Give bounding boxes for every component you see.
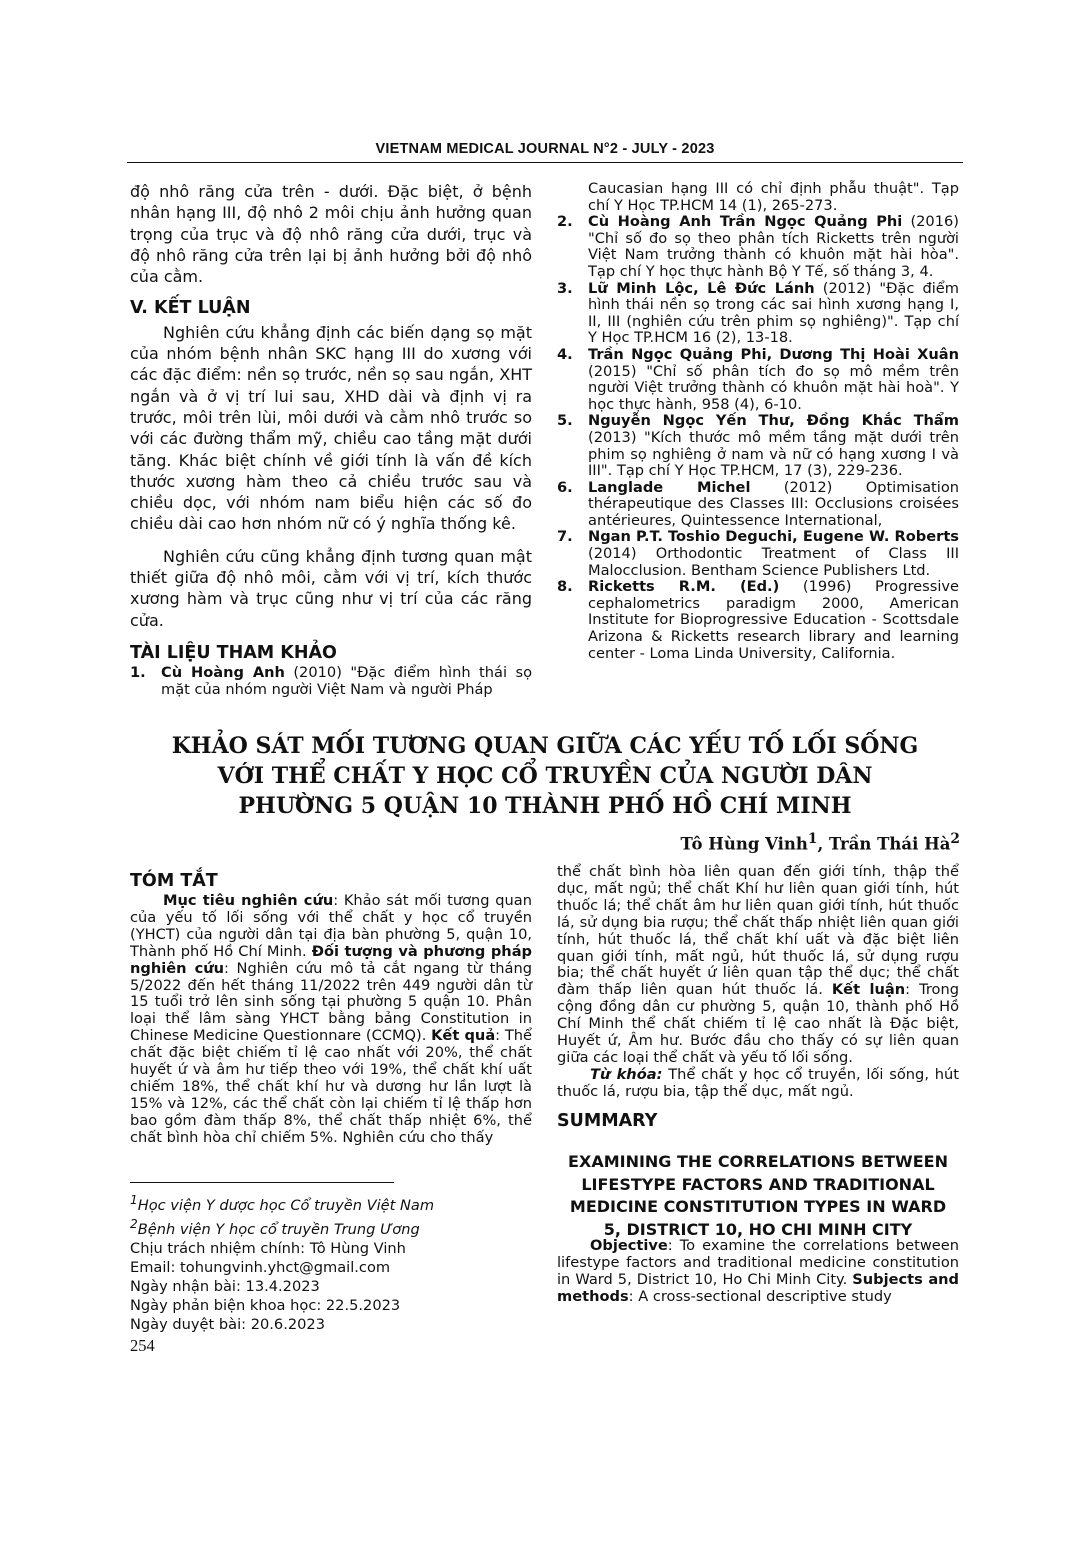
affiliation-mark: 1 (130, 1193, 138, 1207)
prev-article-right-column (557, 181, 959, 662)
abstract-body-continued (557, 864, 959, 1101)
affiliation-2 (130, 1215, 532, 1239)
author-name: Tô Hùng Vinh (680, 834, 808, 854)
author-affiliation-mark: 1 (807, 831, 818, 847)
prev-article-left-column (130, 181, 532, 698)
results-text: : Thể chất đặc biệt chiếm tỉ lệ cao nhất với 20%, thể chất huyết ứ và âm hư tiếp theo với 19%, thể chất khí uất chiếm 18%, thể chất khí hư và dương hư lần lượt là 15% và 12%, các thể chất còn lại chiếm tỉ lệ thấp hơn bao gồm đàm thấp 8%, thể chất thấp nhiệt 6%, thể chất bình hòa chỉ chiếm 5%. Nghiên cứu cho thấy (130, 1027, 532, 1146)
affiliation-text: Bệnh viện Y học cổ truyền Trung Ương (137, 1220, 420, 1238)
abstract-heading: TÓM TẮT (130, 871, 218, 891)
conclusion-text: : Trong cộng đồng dân cư phường 5, quận 10, thành phố Hồ Chí Minh thể chất chiếm tỉ lệ cao nhất là Đặc biệt, Huyết ứ, Âm hư. Bước đầu cho thấy có sự liên quan giữa các loại thể chất và yếu tố lối sống. (557, 981, 959, 1066)
results-label: Kết quả (431, 1027, 496, 1045)
reference-number: 5. (557, 412, 573, 430)
article-title-line: PHƯỜNG 5 QUẬN 10 THÀNH PHỐ HỒ CHÍ MINH (238, 793, 852, 819)
reference-number: 2. (557, 213, 573, 231)
abstract-body (130, 893, 532, 1147)
reference-authors: Ricketts R.M. (Ed.) (588, 578, 780, 596)
review-date: Ngày phản biện khoa học: 22.5.2023 (130, 1296, 401, 1314)
conclusion-paragraph-1: Nghiên cứu khẳng định các biến dạng sọ mặt của nhóm bệnh nhân SKC hạng III do xương với các đặc điểm: nền sọ trước, nền sọ sau ngắn, XHT ngắn và ở vị trí lui sau, XHD dài và định vị ra trước, môi trên lùi, môi dưới và cằm nhô trước so với các đường thẩm mỹ, chiều cao tầng mặt dưới tăng. Khác biệt chính về giới tính là vấn đề kích thước xương hàm theo cả chiều trước sau và chiều dọc, với nhóm nam biểu hiện các số đo chiều dài cao hơn nhóm nữ có ý nghĩa thống kê. (130, 322, 532, 534)
conclusion-heading: V. KẾT LUẬN (130, 298, 251, 319)
reference-number: 1. (130, 664, 146, 682)
english-title (557, 1151, 959, 1241)
reference-number: 3. (557, 279, 573, 297)
summary-methods-label: Subjects and methods (557, 1270, 959, 1305)
reference-list-right (557, 181, 959, 662)
summary-body (557, 1238, 959, 1306)
contact-email: Email: tohungvinh.yhct@gmail.com (130, 1258, 391, 1276)
reference-authors: Langlade Michel (588, 478, 751, 496)
affiliation-1 (130, 1191, 532, 1215)
author-affiliation-mark: 2 (950, 831, 960, 847)
results-continued: thể chất bình hòa liên quan đến giới tính, thập thể dục, mất ngủ; thể chất Khí hư liên quan giới tính, hút thuốc lá; thể chất âm hư liên quan giới tính, hút thuốc lá, sử dụng bia rượu; thể chất thấp nhiệt liên quan giới tính, hút thuốc lá, thể chất khí uất và đặc biệt liên quan giới tính, mất ngủ, hút thuốc lá, sử dụng rượu bia; thể chất huyết ứ liên quan tập thể dục; thể chất đàm thấp liên quan hút thuốc lá. (557, 863, 959, 999)
responsible-author: Chịu trách nhiệm chính: Tô Hùng Vinh (130, 1239, 406, 1257)
keywords-label: Từ khóa: (590, 1065, 663, 1083)
reference-text: (2012) Optimisation thérapeutique des Classes III: Occlusions croisées antérieures, Quintessence International, (588, 478, 959, 529)
conclusion-label: Kết luận (831, 981, 906, 999)
reference-authors: Lữ Minh Lộc, Lê Đức Lánh (588, 279, 815, 297)
article-authors (680, 831, 960, 854)
article-title (127, 731, 963, 821)
reference-item (557, 480, 959, 530)
reference-authors: Cù Hoàng Anh (161, 664, 285, 682)
reference-number: 7. (557, 528, 573, 546)
abstract-left-column (130, 871, 532, 1147)
references-heading: TÀI LIỆU THAM KHẢO (130, 642, 337, 663)
reference-item-continued (557, 181, 959, 214)
reference-text: (1996) Progressive cephalometrics paradigm 2000, American Institute for Bioprogressive Education - Scottsdale Arizona & Ricketts research library and learning center - Loma Linda University, California. (588, 578, 959, 662)
reference-authors: Cù Hoàng Anh Trần Ngọc Quảng Phi (588, 213, 903, 231)
objective-text: : Khảo sát mối tương quan của yếu tố lối sống với thể chất y học cổ truyền (YHCT) của người dân tại địa bàn phường 5, quận 10, Thành phố Hồ Chí Minh. (130, 892, 532, 960)
reference-item (130, 665, 532, 698)
reference-text: (2016) "Chỉ số đo sọ theo phân tích Ricketts trên người Việt Nam trưởng thành có khuôn mặt hài hòa". Tạp chí Y học thực hành Bộ Y Tế, số tháng 3, 4. (588, 213, 959, 280)
summary-heading: SUMMARY (557, 1110, 658, 1131)
reference-authors: Trần Ngọc Quảng Phi, Dương Thị Hoài Xuân (588, 345, 959, 363)
reference-text: (2012) "Đặc điểm hình thái nền sọ trong các sai hình xương hạng I, II, III (nghiên cứu trên phim sọ nghiêng)". Tạp chí Y Học TP.HCM 16 (2), 13-18. (588, 279, 960, 347)
methods-label: Đối tượng và phương pháp nghiên cứu (130, 942, 532, 977)
reference-number: 8. (557, 578, 573, 596)
keywords-text: Thể chất y học cổ truyền, lối sống, hút thuốc lá, rượu bia, tập thể dục, mất ngủ. (557, 1065, 959, 1100)
author-name: Trần Thái Hà (828, 834, 951, 854)
reference-number: 6. (557, 478, 573, 496)
reference-authors: Nguyễn Ngọc Yến Thư, Đồng Khắc Thẩm (588, 412, 959, 430)
affiliation-text: Học viện Y dược học Cổ truyền Việt Nam (137, 1196, 435, 1214)
abstract-paragraph-continued (557, 864, 959, 1067)
abstract-right-column (557, 864, 959, 1131)
reference-item (557, 413, 959, 479)
summary-paragraph (557, 1238, 959, 1306)
english-title-line: 5, DISTRICT 10, HO CHI MINH CITY (603, 1219, 913, 1239)
footnotes (130, 1191, 532, 1334)
english-title-line: EXAMINING THE CORRELATIONS BETWEEN (568, 1152, 948, 1171)
abstract-paragraph (130, 893, 532, 1147)
summary-objective-text: : To examine the correlations between lifestype factors and traditional medicine constitution in Ward 5, District 10, Ho Chi Minh City. (557, 1237, 959, 1288)
article-title-line: KHẢO SÁT MỐI TƯƠNG QUAN GIỮA CÁC YẾU TỐ LỐI SỐNG (171, 733, 919, 759)
reference-continuation: Caucasian hạng III có chỉ định phẫu thuật". Tạp chí Y Học TP.HCM 14 (1), 265-273. (588, 180, 959, 214)
journal-header: VIETNAM MEDICAL JOURNAL N°2 - JULY - 2023 (375, 141, 715, 157)
reference-item (557, 347, 959, 413)
reference-number: 4. (557, 345, 573, 363)
accepted-date: Ngày duyệt bài: 20.6.2023 (130, 1315, 325, 1333)
page-number: 254 (130, 1336, 155, 1355)
objective-label: Mục tiêu nghiên cứu (163, 892, 334, 909)
reference-text: (2013) "Kích thước mô mềm tầng mặt dưới trên phim sọ nghiêng ở nam và nữ có hạng xương I và III". Tạp chí Y Học TP.HCM, 17 (3), 229-236. (588, 428, 959, 480)
summary-objective-label: Objective (590, 1237, 668, 1254)
reference-item (557, 529, 959, 579)
reference-authors: Ngan P.T. Toshio Deguchi, Eugene W. Roberts (588, 528, 959, 546)
prev-paragraph: độ nhô răng cửa trên - dưới. Đặc biệt, ở bệnh nhân hạng III, độ nhô 2 môi chịu ảnh hưởng quan trọng của trục và độ nhô răng cửa dưới, trục và độ nhô răng cửa trên lại bị ảnh hưởng bởi độ nhô của cằm. (130, 182, 532, 287)
summary-methods-text: : A cross-sectional descriptive study (628, 1287, 892, 1305)
reference-text: (2010) "Đặc điểm hình thái sọ mặt của nhóm người Việt Nam và người Pháp (161, 664, 532, 698)
reference-item (557, 214, 959, 280)
methods-text: : Nghiên cứu mô tả cắt ngang từ tháng 5/2022 đến hết tháng 11/2022 trên 449 người dân từ 15 tuổi trở lên sinh sống tại phường 5 quận 10. Phân loại thể lâm sàng YHCT bằng bảng Constitution in Chinese Medicine Questionnare (CCMQ). (130, 959, 532, 1045)
article-title-line: VỚI THỂ CHẤT Y HỌC CỔ TRUYỀN CỦA NGƯỜI DÂN (217, 763, 873, 789)
footnote-rule (130, 1182, 394, 1183)
keywords-paragraph (557, 1067, 959, 1101)
received-date: Ngày nhận bài: 13.4.2023 (130, 1277, 320, 1295)
english-title-line: LIFESTYPE FACTORS AND TRADITIONAL (581, 1174, 935, 1194)
conclusion-paragraph-2: Nghiên cứu cũng khẳng định tương quan mật thiết giữa độ nhô môi, cằm với vị trí, kích thước xương hàm và trục cũng như vị trí của các răng cửa. (130, 546, 532, 630)
affiliation-mark: 2 (130, 1216, 138, 1231)
reference-list-left (130, 665, 532, 698)
english-title-line: MEDICINE CONSTITUTION TYPES IN WARD (569, 1197, 947, 1216)
header-rule (127, 162, 963, 163)
author-separator: , (817, 834, 829, 854)
reference-item (557, 281, 959, 347)
reference-text: (2014) Orthodontic Treatment of Class III Malocclusion. Bentham Science Publishers Ltd. (588, 545, 959, 579)
reference-item (557, 579, 959, 662)
reference-text: (2015) "Chỉ số phân tích đo sọ mô mềm trên người Việt trưởng thành có khuôn mặt hài hoà". Y học thực hành, 958 (4), 6-10. (588, 362, 959, 413)
